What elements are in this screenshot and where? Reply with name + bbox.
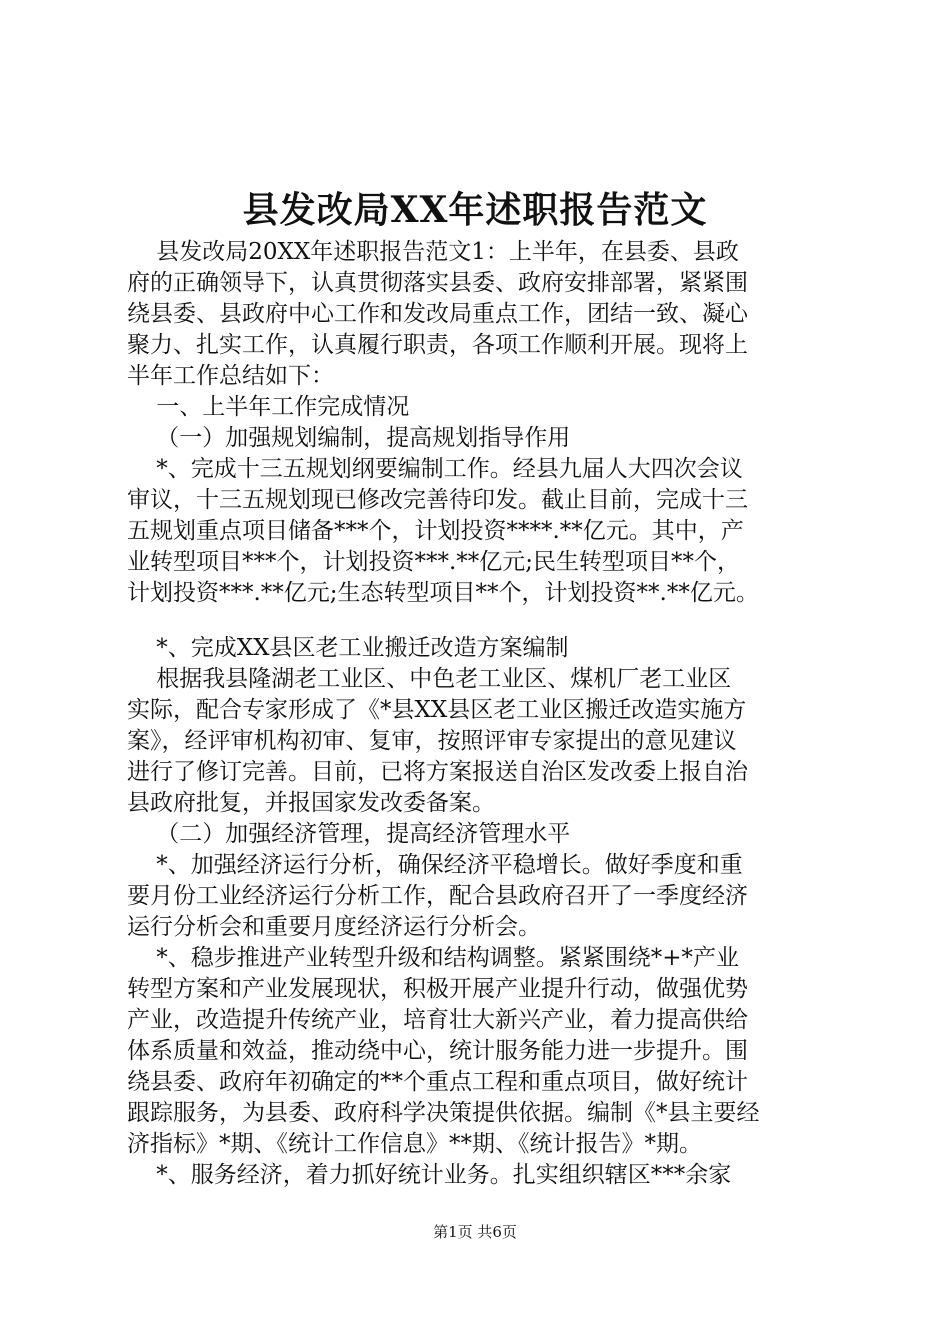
- page-number: 第1页 共6页: [433, 1223, 517, 1241]
- text-line: *、完成十三五规划纲要编制工作。经县九届人大四次会议: [127, 456, 743, 482]
- text-line: 进行了修订完善。目前，已将方案报送自治区发改委上报自治: [127, 759, 748, 785]
- text-line: 济指标》*期、《统计工作信息》**期、《统计报告》*期。: [127, 1131, 702, 1157]
- text-line: 县发改局20XX年述职报告范文1：上半年，在县委、县政: [127, 239, 739, 265]
- text-line: 审议，十三五规划现已修改完善待印发。截止目前，完成十三: [127, 487, 748, 513]
- text-line: 县政府批复，并报国家发改委备案。: [127, 790, 495, 816]
- text-line: 绕县委、政府年初确定的**个重点工程和重点项目，做好统计: [127, 1069, 748, 1095]
- text-line: 五规划重点项目储备***个，计划投资****.**亿元。其中，产: [127, 518, 744, 544]
- text-line: 体系质量和效益，推动绕中心，统计服务能力进一步提升。围: [127, 1038, 748, 1064]
- text-line: 要月份工业经济运行分析工作，配合县政府召开了一季度经济: [127, 883, 748, 909]
- text-line: 实际，配合专家形成了《*县XX县区老工业区搬迁改造实施方: [127, 697, 747, 723]
- text-line: *、完成XX县区老工业搬迁改造方案编制: [127, 635, 569, 661]
- text-line: 产业，改造提升传统产业，培育壮大新兴产业，着力提高供给: [127, 1007, 748, 1033]
- text-line: *、稳步推进产业转型升级和结构调整。紧紧围绕*+*产业: [127, 945, 740, 971]
- text-line: 运行分析会和重要月度经济运行分析会。: [127, 914, 541, 940]
- text-line: 半年工作总结如下：: [127, 363, 334, 389]
- section-heading: 一、上半年工作完成情况: [127, 394, 410, 420]
- text-line: 聚力、扎实工作，认真履行职责，各项工作顺利开展。现将上: [127, 332, 748, 358]
- text-line: 跟踪服务，为县委、政府科学决策提供依据。编制《*县主要经: [127, 1100, 760, 1126]
- text-line: 府的正确领导下，认真贯彻落实县委、政府安排部署，紧紧围: [127, 270, 748, 296]
- document-title: 县发改局XX年述职报告范文: [242, 189, 708, 231]
- subsection-heading: （一）加强规划编制，提高规划指导作用: [127, 425, 571, 451]
- text-line: 计划投资***.**亿元;生态转型项目**个，计划投资**.**亿元。: [127, 580, 759, 606]
- text-line: 绕县委、县政府中心工作和发改局重点工作，团结一致、凝心: [127, 301, 748, 327]
- text-line: *、加强经济运行分析，确保经济平稳增长。做好季度和重: [127, 852, 743, 878]
- text-line: *、服务经济，着力抓好统计业务。扎实组织辖区***余家: [127, 1162, 732, 1188]
- text-line: 案》，经评审机构初审、复审，按照评审专家提出的意见建议: [127, 728, 737, 754]
- text-line: 转型方案和产业发展现状，积极开展产业提升行动，做强优势: [127, 976, 748, 1002]
- text-line: 根据我县隆湖老工业区、中色老工业区、煤机厂老工业区: [127, 666, 732, 692]
- subsection-heading: （二）加强经济管理，提高经济管理水平: [127, 821, 571, 847]
- text-line: 业转型项目***个，计划投资***.**亿元;民生转型项目**个，: [127, 549, 741, 575]
